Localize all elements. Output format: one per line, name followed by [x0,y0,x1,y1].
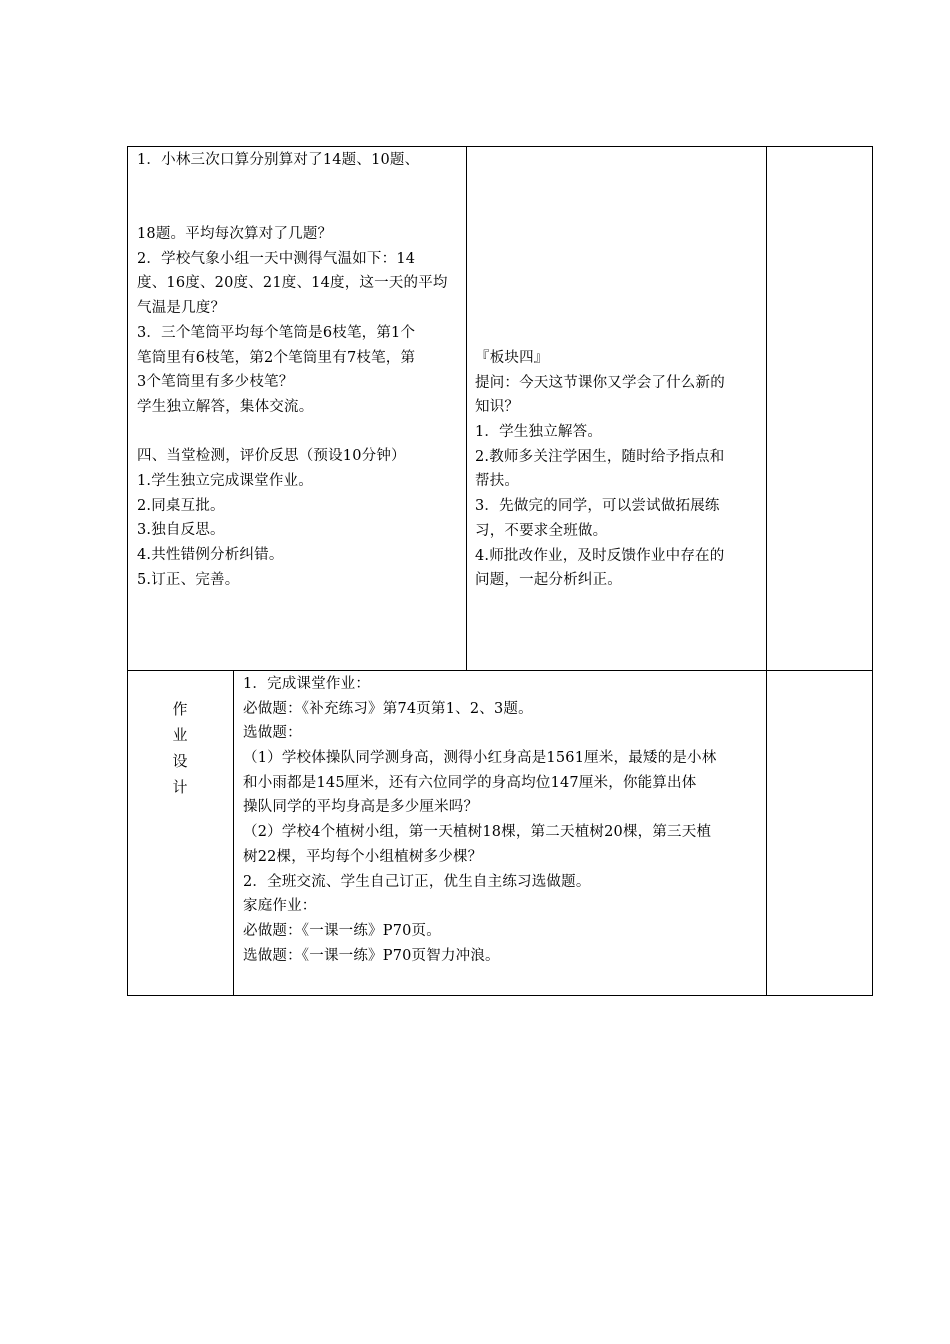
table-border-left [127,146,128,996]
text-line: 2．学校气象小组一天中测得气温如下：14 [137,250,416,267]
column-divider-b [766,146,767,996]
step-item: 4.共性错例分析纠错。 [137,547,284,563]
homework-design-label [128,696,232,800]
text-line: 笔筒里有6枝笔，第2个笔筒里有7枝笔，第 [137,349,416,366]
text-line: 选做题： [243,725,302,742]
step-item: 3.独自反思。 [137,522,225,539]
row1-column-divider-a [466,146,467,671]
step-item: 5.订正、完善。 [137,571,240,588]
block-title: 『板块四』 [475,350,549,366]
text-line: 学生独立解答，集体交流。 [137,398,314,415]
row1-left-cell [137,148,462,592]
table-border-bottom [127,995,873,996]
text-line: 树22棵，平均每个小组植树多少棵？ [243,848,483,865]
text-line: 问题，一起分析纠正。 [475,572,622,589]
text-line: 家庭作业： [243,898,317,915]
row1-middle-cell [475,346,763,593]
text-line: 必做题：《一课一练》P70页。 [243,922,441,939]
text-line: 操队同学的平均身高是多少厘米吗？ [243,799,479,816]
table-border-right [872,146,873,996]
blank-space [137,420,462,445]
text-line: （2）学校4个植树小组，第一天植树18棵，第二天植树20棵，第三天植 [243,824,712,841]
text-line: 帮扶。 [475,473,520,490]
text-line: 1．完成课堂作业： [243,676,371,692]
text-line: 习，不要求全班做。 [475,522,608,539]
label-char: 计 [172,778,188,796]
blank-space [137,173,462,198]
row2-column-divider-a [233,670,234,996]
homework-content-cell [243,672,763,968]
step-item: 2.同桌互批。 [137,497,225,514]
problem-1-first-line: 1．小林三次口算分别算对了14题、10题、 [137,152,420,168]
text-line: 3．三个笔筒平均每个笔筒是6枝笔，第1个 [137,324,416,341]
text-line: 2．全班交流、学生自己订正，优生自主练习选做题。 [243,873,591,890]
step-item: 1.学生独立完成课堂作业。 [137,472,313,489]
text-line: 3个笔筒里有多少枝笔？ [137,374,294,391]
label-char: 作 [172,700,188,718]
blank-space [137,197,462,222]
table-border-top [127,146,873,147]
label-char: 业 [172,726,188,744]
text-line: 和小雨都是145厘米，还有六位同学的身高均位147厘米，你能算出体 [243,774,697,791]
text-line: 提问：今天这节课你又学会了什么新的 [475,374,725,391]
text-line: 度、16度、20度、21度、14度，这一天的平均 [137,275,448,292]
text-line: 1．学生独立解答。 [475,424,603,441]
text-line: 18题。平均每次算对了几题？ [137,226,333,243]
table-row-divider [127,670,873,671]
text-line: 知识？ [475,399,520,416]
text-line: 4.师批改作业，及时反馈作业中存在的 [475,547,725,564]
label-char: 设 [172,752,188,770]
text-line: 气温是几度？ [137,300,226,317]
section-title: 四、当堂检测，评价反思（预设10分钟） [137,448,406,465]
text-line: 3．先做完的同学，可以尝试做拓展练 [475,498,720,515]
text-line: 选做题：《一课一练》P70页智力冲浪。 [243,947,500,964]
text-line: 2.教师多关注学困生，随时给予指点和 [475,448,725,465]
text-line: （1）学校体操队同学测身高，测得小红身高是1561厘米，最矮的是小林 [243,750,717,767]
text-line: 必做题：《补充练习》第74页第1、2、3题。 [243,700,533,717]
